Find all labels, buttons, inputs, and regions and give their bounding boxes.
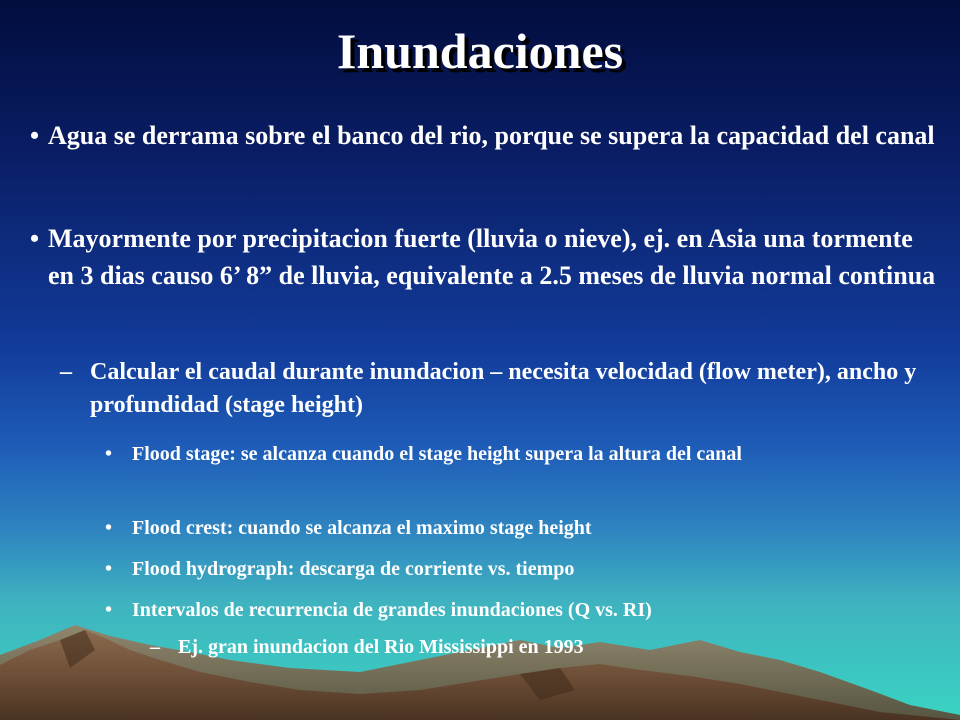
bullet-text: Agua se derrama sobre el banco del rio, porque se supera la capacidad del canal xyxy=(48,121,935,150)
bullet-icon: • xyxy=(30,121,40,150)
bullet-item-2 xyxy=(30,220,945,294)
sub-bullet-item xyxy=(60,356,920,422)
sub-sub-bullet-item-3 xyxy=(105,553,920,586)
bullet-item-1 xyxy=(30,117,945,154)
bullet-icon: • xyxy=(105,599,113,621)
slide-title: Inundaciones xyxy=(336,23,624,79)
sub-sub-bullet-text: Flood crest: cuando se alcanza el maximo stage height xyxy=(132,517,592,539)
example-item xyxy=(150,632,910,662)
bullet-text: Mayormente por precipitacion fuerte (lluvia o nieve), ej. en Asia una tormente en 3 dias causo 6’ 8” de lluvia, equivalente a 2.5 meses de lluvia normal continua xyxy=(48,224,936,290)
sub-sub-bullet-item-1 xyxy=(105,438,920,471)
sub-sub-bullet-text: Flood hydrograph: descarga de corriente vs. tiempo xyxy=(132,558,575,580)
sub-sub-bullet-item-2 xyxy=(105,512,920,545)
dash-icon: – xyxy=(60,359,72,385)
sub-bullet-text: Calcular el caudal durante inundacion – necesita velocidad (flow meter), ancho y profundidad (stage height) xyxy=(90,359,917,418)
bullet-icon: • xyxy=(105,558,113,580)
sub-sub-bullet-text: Intervalos de recurrencia de grandes inundaciones (Q vs. RI) xyxy=(132,599,652,621)
example-text: Ej. gran inundacion del Rio Mississippi en 1993 xyxy=(178,636,584,658)
bullet-icon: • xyxy=(105,443,113,465)
sub-sub-bullet-item-4 xyxy=(105,594,920,627)
sub-sub-bullet-text: Flood stage: se alcanza cuando el stage height supera la altura del canal xyxy=(132,443,742,465)
dash-icon: – xyxy=(150,636,160,658)
bullet-icon: • xyxy=(105,517,113,539)
bullet-icon: • xyxy=(30,224,40,253)
